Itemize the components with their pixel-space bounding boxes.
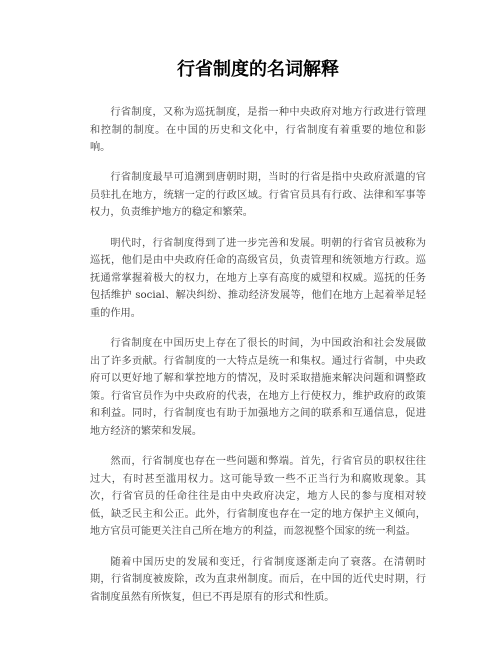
paragraph-2: 行省制度最早可追溯到唐朝时期，当时的行省是指中央政府派遣的官员驻扎在地方，统辖一定的行政区域。行省官员具有行政、法律和军事等权力，负责维护地方的稳定和繁荣。 [90,172,426,219]
paragraph-5: 然而，行省制度也存在一些问题和弊端。首先，行省官员的职权往往过大，有时甚至滥用权力。这可能导致一些不正当行为和腐败现象。其次，行省官员的任命往往是由中央政府决定，地方人民的参与度相对较低，缺乏民主和公正。此外，行省制度也存在一定的地方保护主义倾向，地方官员可能更关注自己所在地方的利益，而忽视整个国家的统一利益。 [90,456,426,538]
document-body [90,104,426,606]
paragraph-4: 行省制度在中国历史上存在了很长的时间，为中国政治和社会发展做出了许多贡献。行省制度的一大特点是统一和集权。通过行省制，中央政府可以更好地了解和掌控地方的情况，及时采取措施来解决问题和调整政策。行省官员作为中央政府的代表，在地方上行使权力，维护政府的政策和利益。同时，行省制度也有助于加强地方之间的联系和互通信息，促进地方经济的繁荣和发展。 [90,338,426,437]
paragraph-1: 行省制度，又称为巡抚制度，是指一种中央政府对地方行政进行管理和控制的制度。在中国的历史和文化中，行省制度有着重要的地位和影响。 [90,107,426,154]
paragraph-3: 明代时，行省制度得到了进一步完善和发展。明朝的行省官员被称为巡抚，他们是由中央政府任命的高级官员，负责管理和统领地方行政。巡抚通常掌握着极大的权力，在地方上享有高度的威望和权威。巡抚的任务包括维护 social、解决纠纷、推动经济发展等，他们在地方上起着举足轻重的作用。 [90,237,426,319]
paragraph-6: 随着中国历史的发展和变迁，行省制度逐渐走向了衰落。在清朝时期，行省制度被废除，改为直隶州制度。而后，在中国的近代史时期，行省制度虽然有所恢复，但已不再是原有的形式和性质。 [90,556,426,603]
document-title: 行省制度的名词解释 [177,59,339,80]
